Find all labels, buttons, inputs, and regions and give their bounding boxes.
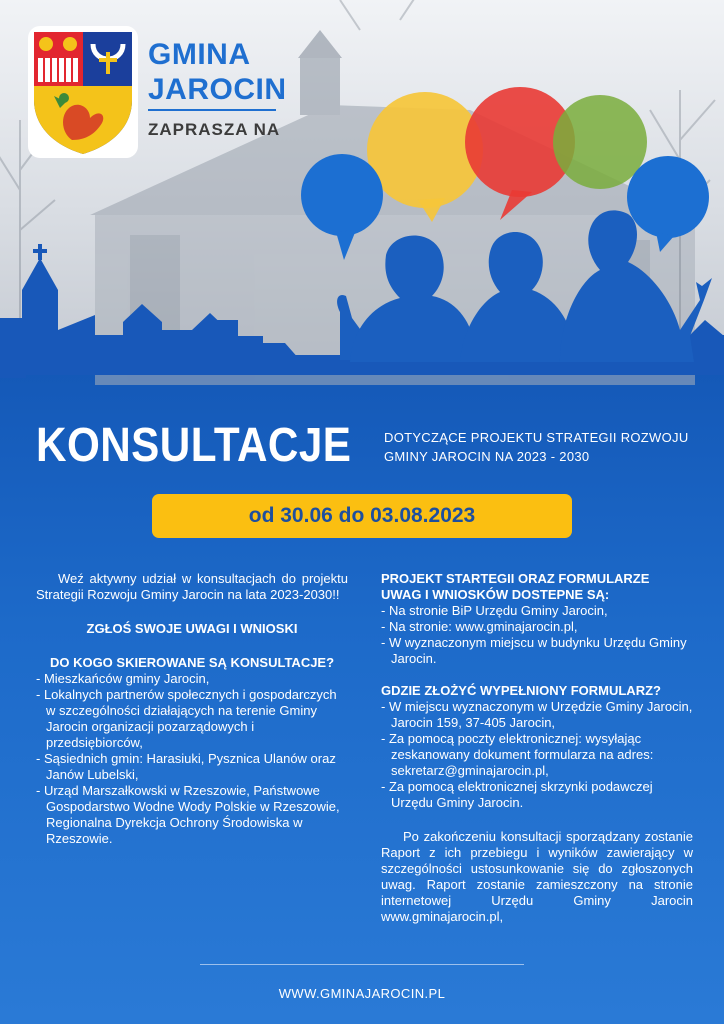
left-column [36, 571, 348, 847]
submission-list [381, 699, 693, 811]
subtitle-line1: DOTYCZĄCE PROJEKTU STRATEGII ROZWOJU [384, 430, 689, 445]
list-item: - Na stronie BiP Urzędu Gminy Jarocin, [381, 603, 608, 618]
list-item: - Za pomocą elektronicznej skrzynki podawczej Urzędu Gminy Jarocin. [381, 779, 653, 810]
date-range-text: od 30.06 do 03.08.2023 [248, 504, 476, 527]
submission-heading: GDZIE ZŁOŻYĆ WYPEŁNIONY FORMULARZ? [381, 683, 661, 698]
main-heading: KONSULTACJE [36, 419, 352, 472]
availability-list [381, 603, 693, 667]
date-range-badge [152, 494, 572, 538]
municipality-name [148, 37, 287, 107]
list-item: - Za pomocą poczty elektronicznej: wysyłając zeskanowany dokument formularza na adres: sekretarz@gminajarocin.pl, [381, 731, 654, 778]
list-item: - Urząd Marszałkowski w Rzeszowie, Państwowe Gospodarstwo Wodne Wody Polskie w Rzeszowie, Regionalna Dyrekcja Ochrony Środowiska w Rzeszowie. [36, 783, 340, 846]
audience-list [36, 671, 348, 847]
list-item: - W wyznaczonym miejscu w budynku Urzędu Gminy Jarocin. [381, 635, 687, 666]
call-to-action: ZGŁOŚ SWOJE UWAGI I WNIOSKI [86, 621, 298, 636]
list-item: - Lokalnych partnerów społecznych i gospodarczych w szczególności działających na terenie Gminy Jarocin organizacji pozarządowych i przedsiębiorców, [36, 687, 337, 750]
list-item: - Sąsiednich gmin: Harasiuki, Pysznica Ulanów oraz Janów Lubelski, [36, 751, 336, 782]
right-column [381, 571, 693, 925]
audience-heading: DO KOGO SKIEROWANE SĄ KONSULTACJE? [49, 655, 335, 670]
heading-subtitle [384, 428, 689, 466]
intro-paragraph: Weź aktywny udział w konsultacjach do projektu Strategii Rozwoju Gminy Jarocin na lata 2023-2030!! [36, 571, 348, 602]
website-link[interactable]: WWW.GMINAJAROCIN.PL [278, 986, 446, 1001]
subtitle-line2: GMINY JAROCIN NA 2023 - 2030 [384, 449, 590, 464]
footer-divider [200, 964, 524, 965]
availability-heading: PROJEKT STARTEGII ORAZ FORMULARZE UWAG I WNIOSKÓW DOSTEPNE SĄ: [381, 571, 650, 602]
closing-paragraph: Po zakończeniu konsultacji sporządzany zostanie Raport z ich przebiegu i wyników zawierający w szczególności ustosunkowanie się do zgłoszonych uwag. Raport zostanie zamieszczony na stronie internetowej Urzędu Gminy Jarocin www.gminajarocin.pl, [381, 829, 693, 924]
municipality-name-line2: JAROCIN [148, 73, 287, 106]
title-divider [148, 109, 276, 111]
list-item: - Na stronie: www.gminajarocin.pl, [381, 619, 578, 634]
invitation-tagline: ZAPRASZA NA [148, 120, 281, 139]
municipality-name-line1: GMINA [148, 38, 251, 71]
coat-of-arms-icon [28, 26, 138, 158]
list-item: - W miejscu wyznaczonym w Urzędzie Gminy Jarocin, Jarocin 159, 37-405 Jarocin, [381, 699, 693, 730]
hero-illustration [0, 0, 724, 480]
list-item: - Mieszkańców gminy Jarocin, [36, 671, 210, 686]
